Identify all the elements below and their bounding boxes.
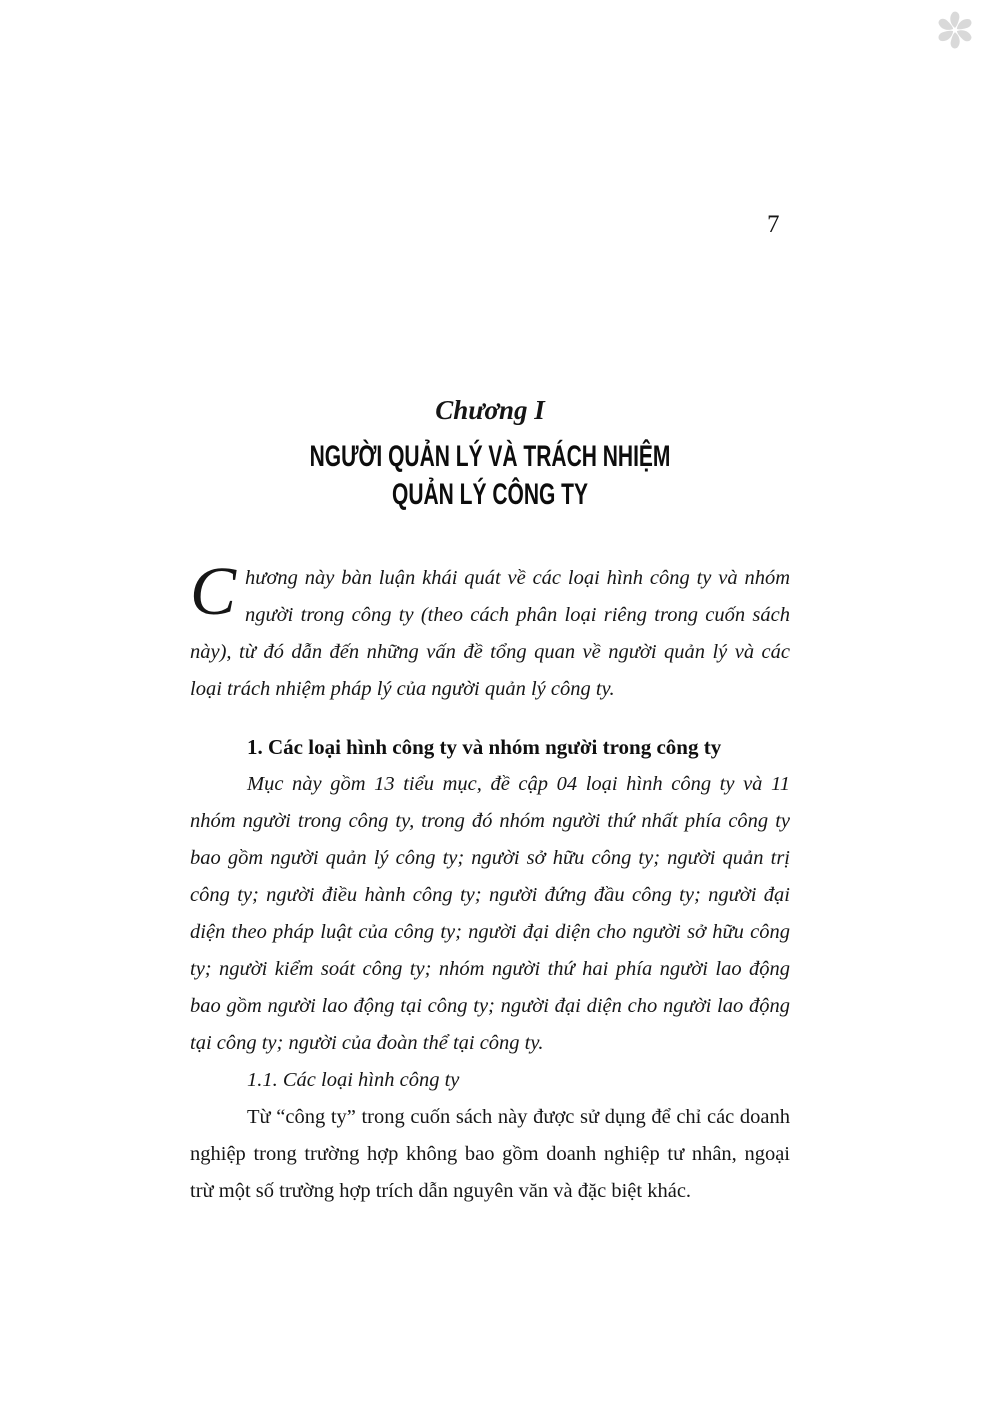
chapter-title-line-2: QUẢN LÝ CÔNG TY <box>391 478 588 511</box>
chapter-title-line-1: NGƯỜI QUẢN LÝ VÀ TRÁCH NHIỆM <box>309 440 671 473</box>
page-number: 7 <box>767 211 780 238</box>
section-1-paragraph: Mục này gồm 13 tiểu mục, đề cập 04 loại hình công ty và 11 nhóm người trong công ty, trong đó nhóm người thứ nhất phía công ty bao gồm người quản lý công ty; người sở hữu công ty; người quản trị công ty; người điều hành công ty; người đứng đầu công ty; người đại diện theo pháp luật của công ty; người đại diện cho người sở hữu công ty; người kiểm soát công ty; nhóm người thứ hai phía người lao động bao gồm người lao động tại công ty; người đại diện cho người lao động tại công ty; người của đoàn thể tại công ty. <box>190 772 790 1054</box>
intro-paragraph-text: hương này bàn luận khái quát về các loại hình công ty và nhóm người trong công ty (theo cách phân loại riêng trong cuốn sách này), từ đó dẫn đến những vấn đề tổng quan về người quản lý và các loại trách nhiệm pháp lý của người quản lý công ty. <box>190 567 790 700</box>
section-1-1-heading: 1.1. Các loại hình công ty <box>247 1068 460 1091</box>
flower-asterisk-icon <box>934 8 976 50</box>
chapter-label: Chương I <box>435 395 545 425</box>
page-content <box>190 394 790 1210</box>
section-1-1-paragraph: Từ “công ty” trong cuốn sách này được sử dụng để chỉ các doanh nghiệp trong trường hợp không bao gồm doanh nghiệp tư nhân, ngoại trừ một số trường hợp trích dẫn nguyên văn và đặc biệt khác. <box>190 1105 790 1202</box>
chapter-title <box>190 438 790 514</box>
drop-cap: C <box>190 553 237 629</box>
intro-paragraph <box>190 553 790 708</box>
section-1-heading: 1. Các loại hình công ty và nhóm người trong công ty <box>247 734 722 759</box>
